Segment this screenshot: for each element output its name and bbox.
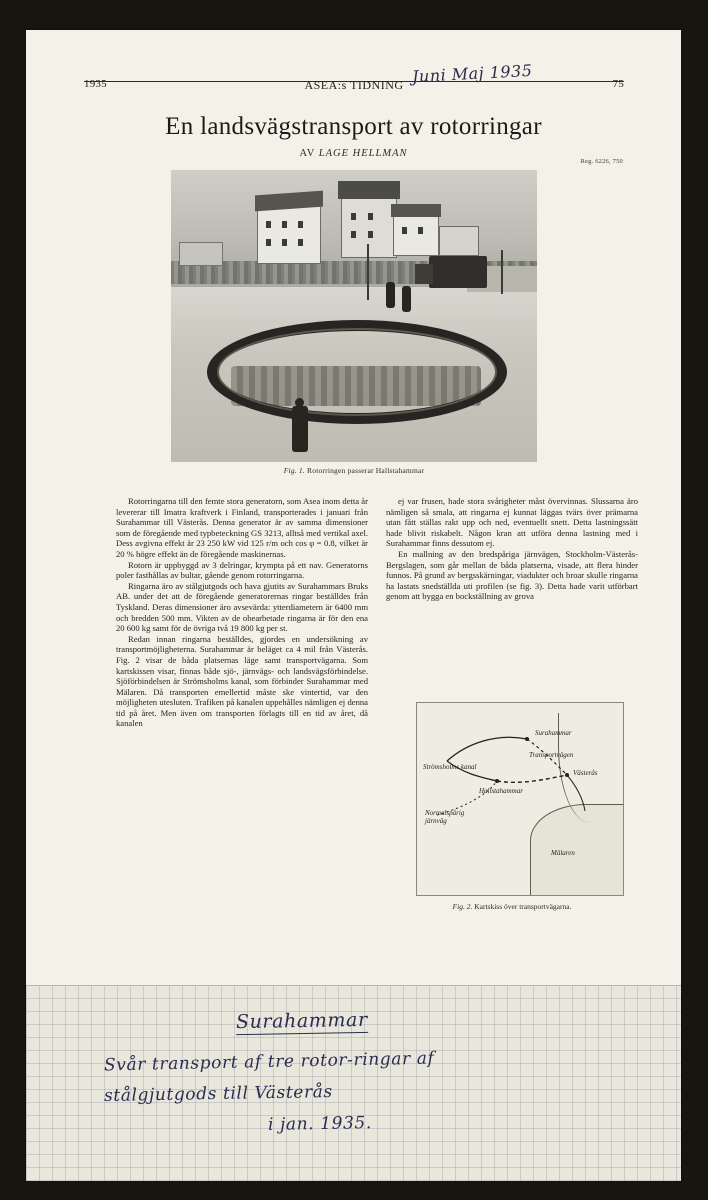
masthead-page-number: 75 [612,78,624,90]
registration-number: Reg. 6226, 750 [580,158,623,165]
map-label-hallstahammar: Hallstahammar [479,787,523,795]
paragraph: ej var frusen, hade stora svårigheter måst övervinnas. Slussarna äro nämligen så smala, att ringarna ej kunnat läggas tvärs över prämarna utan fått ställas rakt upp och ned, eventuellt snett. Detta lastningssätt hade blivit riskabelt. Någon kran att utföra denna lastning med i Surahammar finns dessutom ej. [386,496,638,549]
figure-2-caption [386,902,638,911]
map-point-hallstahammar [495,779,499,783]
paragraph: Rotorringarna till den femte stora generatorn, som Asea inom detta år levererar till Imatra kraftverk i Finland, transporterades i januari från Surahammar till Västerås. Denna generator är av samma dimensioner som de föregående med typbeteckning GS 3213, alltså med vertikal axel. Dess avgivna effekt är 23 250 kW vid 125 r/m och cos φ = 0.8, vilket är 20 % högre effekt än de föregående maskinernas. [116,496,368,559]
map-label-normalsparig-jarnvag: Normalspårig järnväg [425,809,465,825]
masthead-year-left: 1935 [84,78,107,90]
photo-house [257,206,321,264]
body-column-right [386,496,638,602]
masthead-publication: ASEA:s TIDNING [304,78,404,92]
byline-prefix: AV [299,148,316,159]
figure-2-caption-label: Fig. 2. [452,902,473,911]
article-title: En landsvägstransport av rotorringar [165,113,542,140]
photo-rotor-ring-inner [217,328,497,416]
photo-house [393,214,439,256]
note-title: Surahammar [235,1008,368,1034]
note-line-2: stålgjutgods till Västerås [103,1082,333,1106]
map-label-malaren: Mälaren [551,849,575,857]
note-line-1: Svår transport af tre rotor-ringar af [103,1048,435,1076]
map-label-surahammar: Surahammar [535,729,572,737]
note-line-3: i jan. 1935. [267,1113,373,1135]
byline-author: LAGE HELLMAN [318,148,408,159]
map-routes [417,703,623,895]
figure-1-caption [171,466,537,475]
figure-1-caption-text: Rotorringen passerar Hallstahammar [307,466,425,475]
paragraph: En mallning av den bredspåriga järnvägen, Stockholm-Västerås-Bergslagen, som går mellan de båda platserna, visade, att flera hinder funnos. På grund av bergsskärningar, viadukter och broar skulle ringarna ha lastats snedställda uti profilen (se fig. 3). Detta hade varit utförbart genom att bygga en bockställning av grova [386,548,638,602]
map-label-vasteras: Västerås [573,769,598,777]
paragraph: Rotorn är uppbyggd av 3 delringar, krympta på ett nav. Generatorns poler fasthållas av bultar, gående genom rotorringarna. [116,559,368,581]
figure-2-map [416,702,624,896]
handwritten-date-annotation: Juni Maj 1935 [411,60,533,87]
photo-house [439,226,479,256]
figure-1-photograph [171,170,537,462]
map-point-vasteras [565,773,569,777]
map-point-surahammar [525,737,529,741]
map-label-stromsholms-kanal: Strömsholms kanal [423,763,477,771]
figure-2-caption-text: Kartskiss över transportvägarna. [474,902,572,911]
article-page [26,30,681,985]
handwritten-note-card [26,985,681,1181]
masthead [84,60,624,92]
photo-shed [179,242,223,266]
body-column-left [116,496,368,729]
photo-person-foreground [292,406,308,452]
scanned-sheet [26,30,681,1180]
map-label-transportvagen: Transportvägen [529,751,574,759]
photo-pole [367,244,369,300]
photo-pole [501,250,503,294]
photo-truck [429,256,487,288]
paragraph: Ringarna äro av stålgjutgods och hava gjutits av Surahammars Bruks AB. under det att de föregående generatorernas ringar beställdes från Tyskland. Deras dimensioner äro avsevärda: ytterdiametern är 6400 mm och bredden 500 mm. Vikten av de obearbetade ringarna är för den ena 20 600 kg samt för de övriga två 19 800 kg per st. [116,580,368,634]
photo-person [402,286,411,312]
photo-person [386,282,395,308]
photo-house [341,196,397,258]
figure-1-caption-label: Fig. 1. [283,466,305,475]
paragraph: Redan innan ringarna beställdes, gjordes en undersökning av transportmöjligheterna. Surahammar är beläget ca 4 mil från Västerås. Fig. 2 visar de båda platsernas läge samt transportvägarna. Som kartskissen visar, finnas både sjö-, järnvägs- och landsvägsförbindelse. Sjöförbindelsen är Strömsholms kanal, som förbinder Surahammar med Mälaren. Då transporten emellertid måste ske vintertid, var den möjligheten utesluten. Trafiken på kanalen uppehålles nämligen ej denna tid på året. Men även om transporten förlagts till en tid av året, då kanalen [116,633,368,729]
